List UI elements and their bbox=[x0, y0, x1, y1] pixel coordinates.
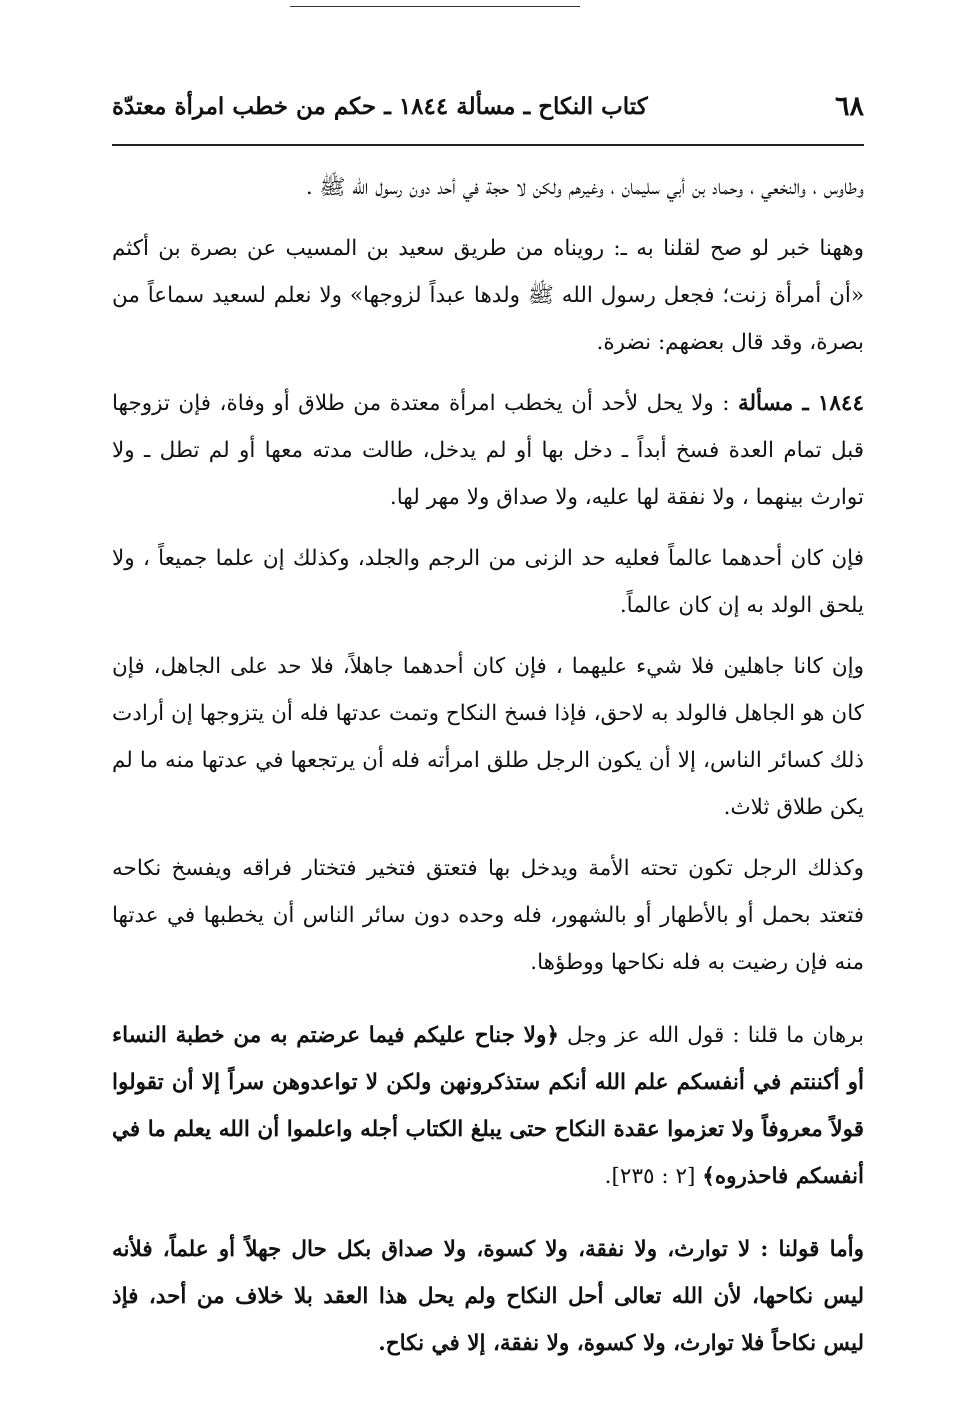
paragraph-issue-1844 bbox=[112, 380, 864, 521]
running-title: كتاب النكاح ـ مسألة ١٨٤٤ ـ حكم من خطب امرأة معتدّة bbox=[112, 93, 648, 120]
paragraph-5: وإن كانا جاهلين فلا شيء عليهما ، فإن كان أحدهما جاهلاً، فلا حد على الجاهل، فإن كان هو الجاهل فالولد به لاحق، فإذا فسخ النكاح وتمت عدتها فله أن يتزوجها إن أرادت ذلك كسائر الناس، إلا أن يكون الرجل طلق امرأته فله أن يرتجعها في عدتها منه ما لم يكن طلاق ثلاث. bbox=[112, 654, 864, 820]
paragraph-4: فإن كان أحدهما عالماً فعليه حد الزنى من الرجم والجلد، وكذلك إن علما جميعاً ، ولا يلحق الولد به إن كان عالماً. bbox=[112, 546, 864, 618]
paragraph-1: وطاوس ، والنخعي ، وحماد بن أبي سليمان ، وغيرهم ولكن لا حجة في أحد دون رسول الله ﷺ . bbox=[305, 175, 864, 200]
page-header bbox=[112, 88, 864, 134]
quran-verse: ﴿ولا جناح عليكم فيما عرضتم به من خطبة النساء أو أكننتم في أنفسكم علم الله أنكم ستذكرونهن ولكن لا تواعدوهن سراً إلا أن تقولوا قولاً معروفاً ولا تعزموا عقدة النكاح حتى يبلغ الكتاب أجله واعلموا أن الله يعلم ما في أنفسكم فاحذروه﴾ bbox=[112, 1023, 864, 1189]
issue-text: : ولا يحل لأحد أن يخطب امرأة معتدة من طلاق أو وفاة، فإن تزوجها قبل تمام العدة فسخ أبداً ـ دخل بها أو لم يدخل، طالت مدته معها أو لم تطل ـ ولا توارث بينهما ، ولا نفقة لها عليه، ولا صداق ولا مهر لها. bbox=[112, 391, 864, 510]
issue-number: ١٨٤٤ ـ مسألة bbox=[737, 391, 865, 416]
top-edge-rule bbox=[290, 6, 580, 7]
page-body bbox=[112, 164, 864, 1381]
verse-reference: [٢ : ٢٣٥]. bbox=[604, 1164, 703, 1189]
page-number: ٦٨ bbox=[834, 91, 864, 122]
paragraph-6: وكذلك الرجل تكون تحته الأمة ويدخل بها فتعتق فتخير فتختار فراقه ويفسخ نكاحه فتعتد بحمل أو بالأطهار أو بالشهور، فله وحده دون سائر الناس أن يخطبها في عدتها منه فإن رضيت به فله نكاحها ووطؤها. bbox=[112, 856, 864, 975]
proof-intro: برهان ما قلنا : قول الله عز وجل bbox=[558, 1023, 865, 1048]
paragraph-proof bbox=[112, 1012, 864, 1200]
paragraph-2: وههنا خبر لو صح لقلنا به ـ: رويناه من طريق سعيد بن المسيب عن بصرة بن أكثم «أن أمرأة زنت؛ فجعل رسول الله ﷺ ولدها عبداً لزوجها» ولا نعلم لسعيد سماعاً من بصرة، وقد قال بعضهم: نضرة. bbox=[112, 236, 864, 355]
paragraph-8: وأما قولنا : لا توارث، ولا نفقة، ولا كسوة، ولا صداق بكل حال جهلاً أو علماً، فلأنه ليس نكاحها، لأن الله تعالى أحل النكاح ولم يحل هذا العقد بلا خلاف من أحد، فإذ ليس نكاحاً فلا توارث، ولا كسوة، ولا نفقة، إلا في نكاح. bbox=[112, 1237, 864, 1356]
header-rule bbox=[112, 144, 864, 146]
